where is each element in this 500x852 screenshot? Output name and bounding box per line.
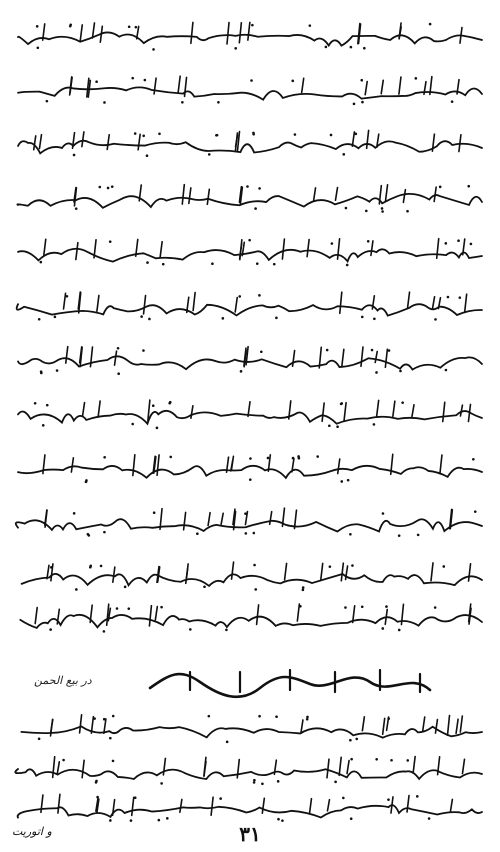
catchword: و اتوریت [12,825,52,838]
handwritten-line [14,126,486,160]
handwritten-line [14,504,486,538]
heading-prefix: در بیع الحمن [34,674,92,687]
handwritten-line [14,72,486,106]
handwritten-line [14,450,486,484]
section-heading [130,662,470,702]
handwritten-line [14,558,486,592]
handwritten-line [14,18,486,52]
handwritten-line [14,790,486,824]
handwritten-line [14,342,486,376]
handwritten-line [14,396,486,430]
handwritten-line [14,234,486,268]
handwritten-line [14,752,486,786]
page-number: ۳۱ [239,822,261,846]
handwritten-line [14,600,486,634]
handwritten-line [14,710,486,744]
handwritten-line [14,288,486,322]
handwritten-line [14,180,486,214]
